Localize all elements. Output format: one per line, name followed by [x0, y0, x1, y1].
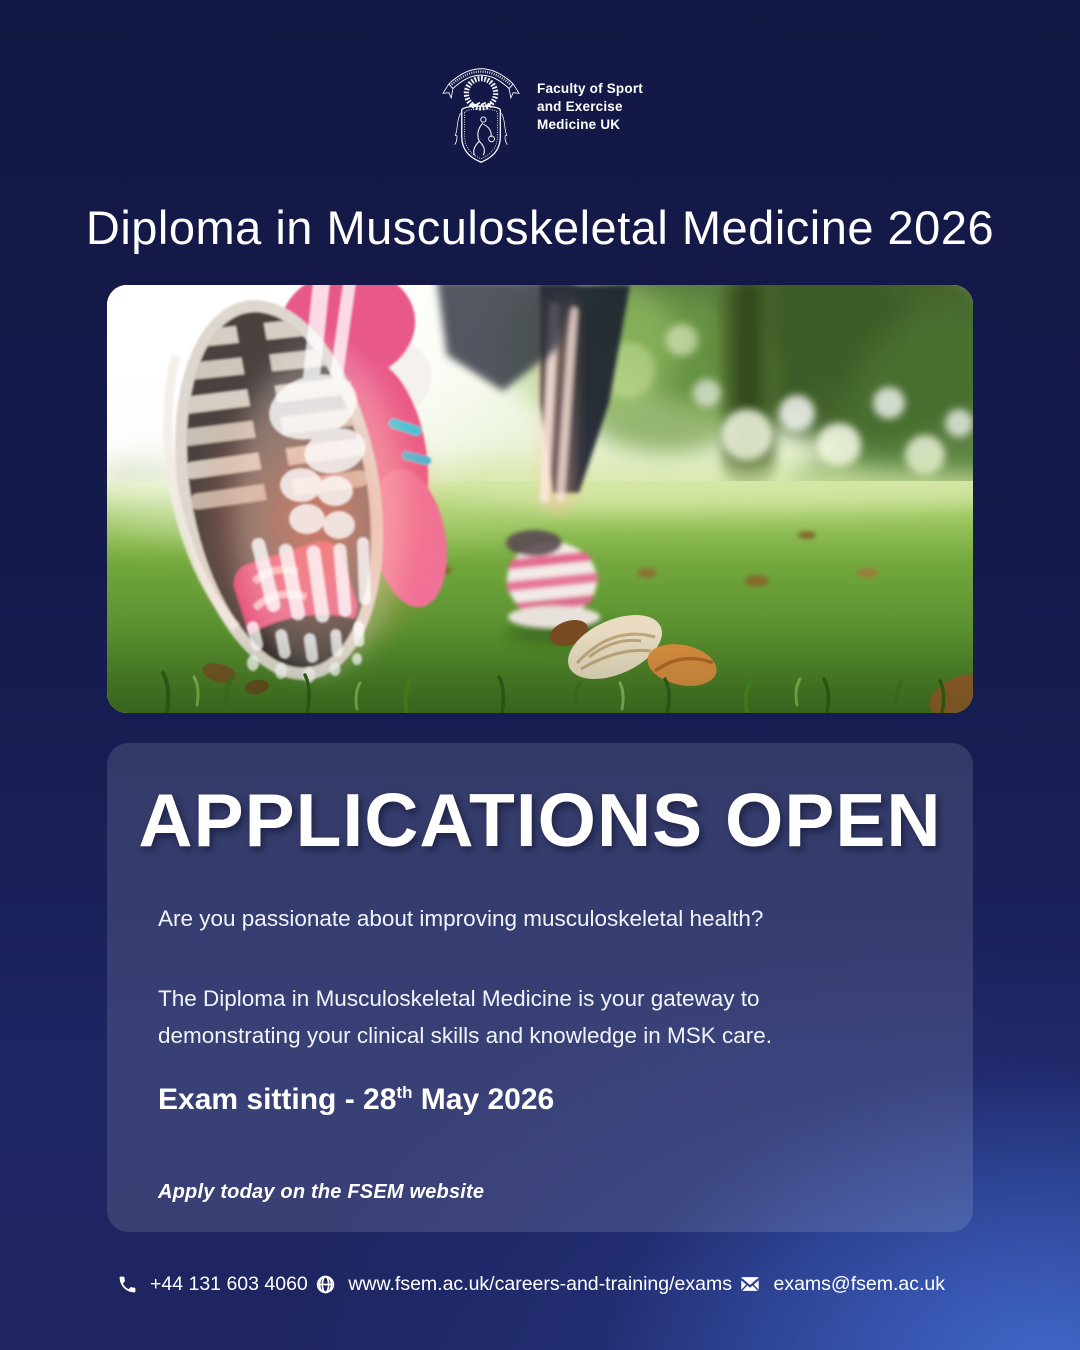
globe-icon: [315, 1274, 336, 1295]
fsem-org-name: [537, 80, 643, 133]
applications-open-headline: APPLICATIONS OPEN: [138, 778, 942, 862]
phone-number: +44 131 603 4060: [150, 1272, 308, 1295]
apply-cta: Apply today on the FSEM website: [158, 1181, 485, 1203]
org-name-line: Faculty of Sport: [537, 81, 643, 97]
hero-image: [107, 285, 973, 713]
applications-card: [107, 743, 973, 1232]
website-url: www.fsem.ac.uk/careers-and-training/exams: [348, 1272, 732, 1295]
website-contact[interactable]: [315, 1273, 732, 1296]
email-contact[interactable]: [739, 1273, 945, 1296]
fsem-logo: [437, 50, 643, 164]
phone-icon: [117, 1274, 138, 1295]
phone-contact[interactable]: [117, 1273, 308, 1296]
contact-footer: [107, 1262, 973, 1306]
org-name-line: Medicine UK: [537, 116, 621, 132]
diploma-description: The Diploma in Musculoskeletal Medicine is your gateway to demonstrating your clinical skills and knowledge in MSK care.: [158, 986, 773, 1048]
fsem-crest-icon: [437, 50, 525, 164]
intro-question: Are you passionate about improving musculoskeletal health?: [158, 906, 764, 931]
ordinal-superscript: th: [396, 1083, 413, 1102]
page-title: Diploma in Musculoskeletal Medicine 2026: [85, 201, 995, 254]
envelope-icon: [739, 1273, 761, 1295]
exam-sitting-date: Exam sitting - 28th May 2026: [158, 1083, 555, 1116]
email-address: exams@fsem.ac.uk: [773, 1272, 945, 1295]
org-name-line: and Exercise: [537, 99, 623, 115]
